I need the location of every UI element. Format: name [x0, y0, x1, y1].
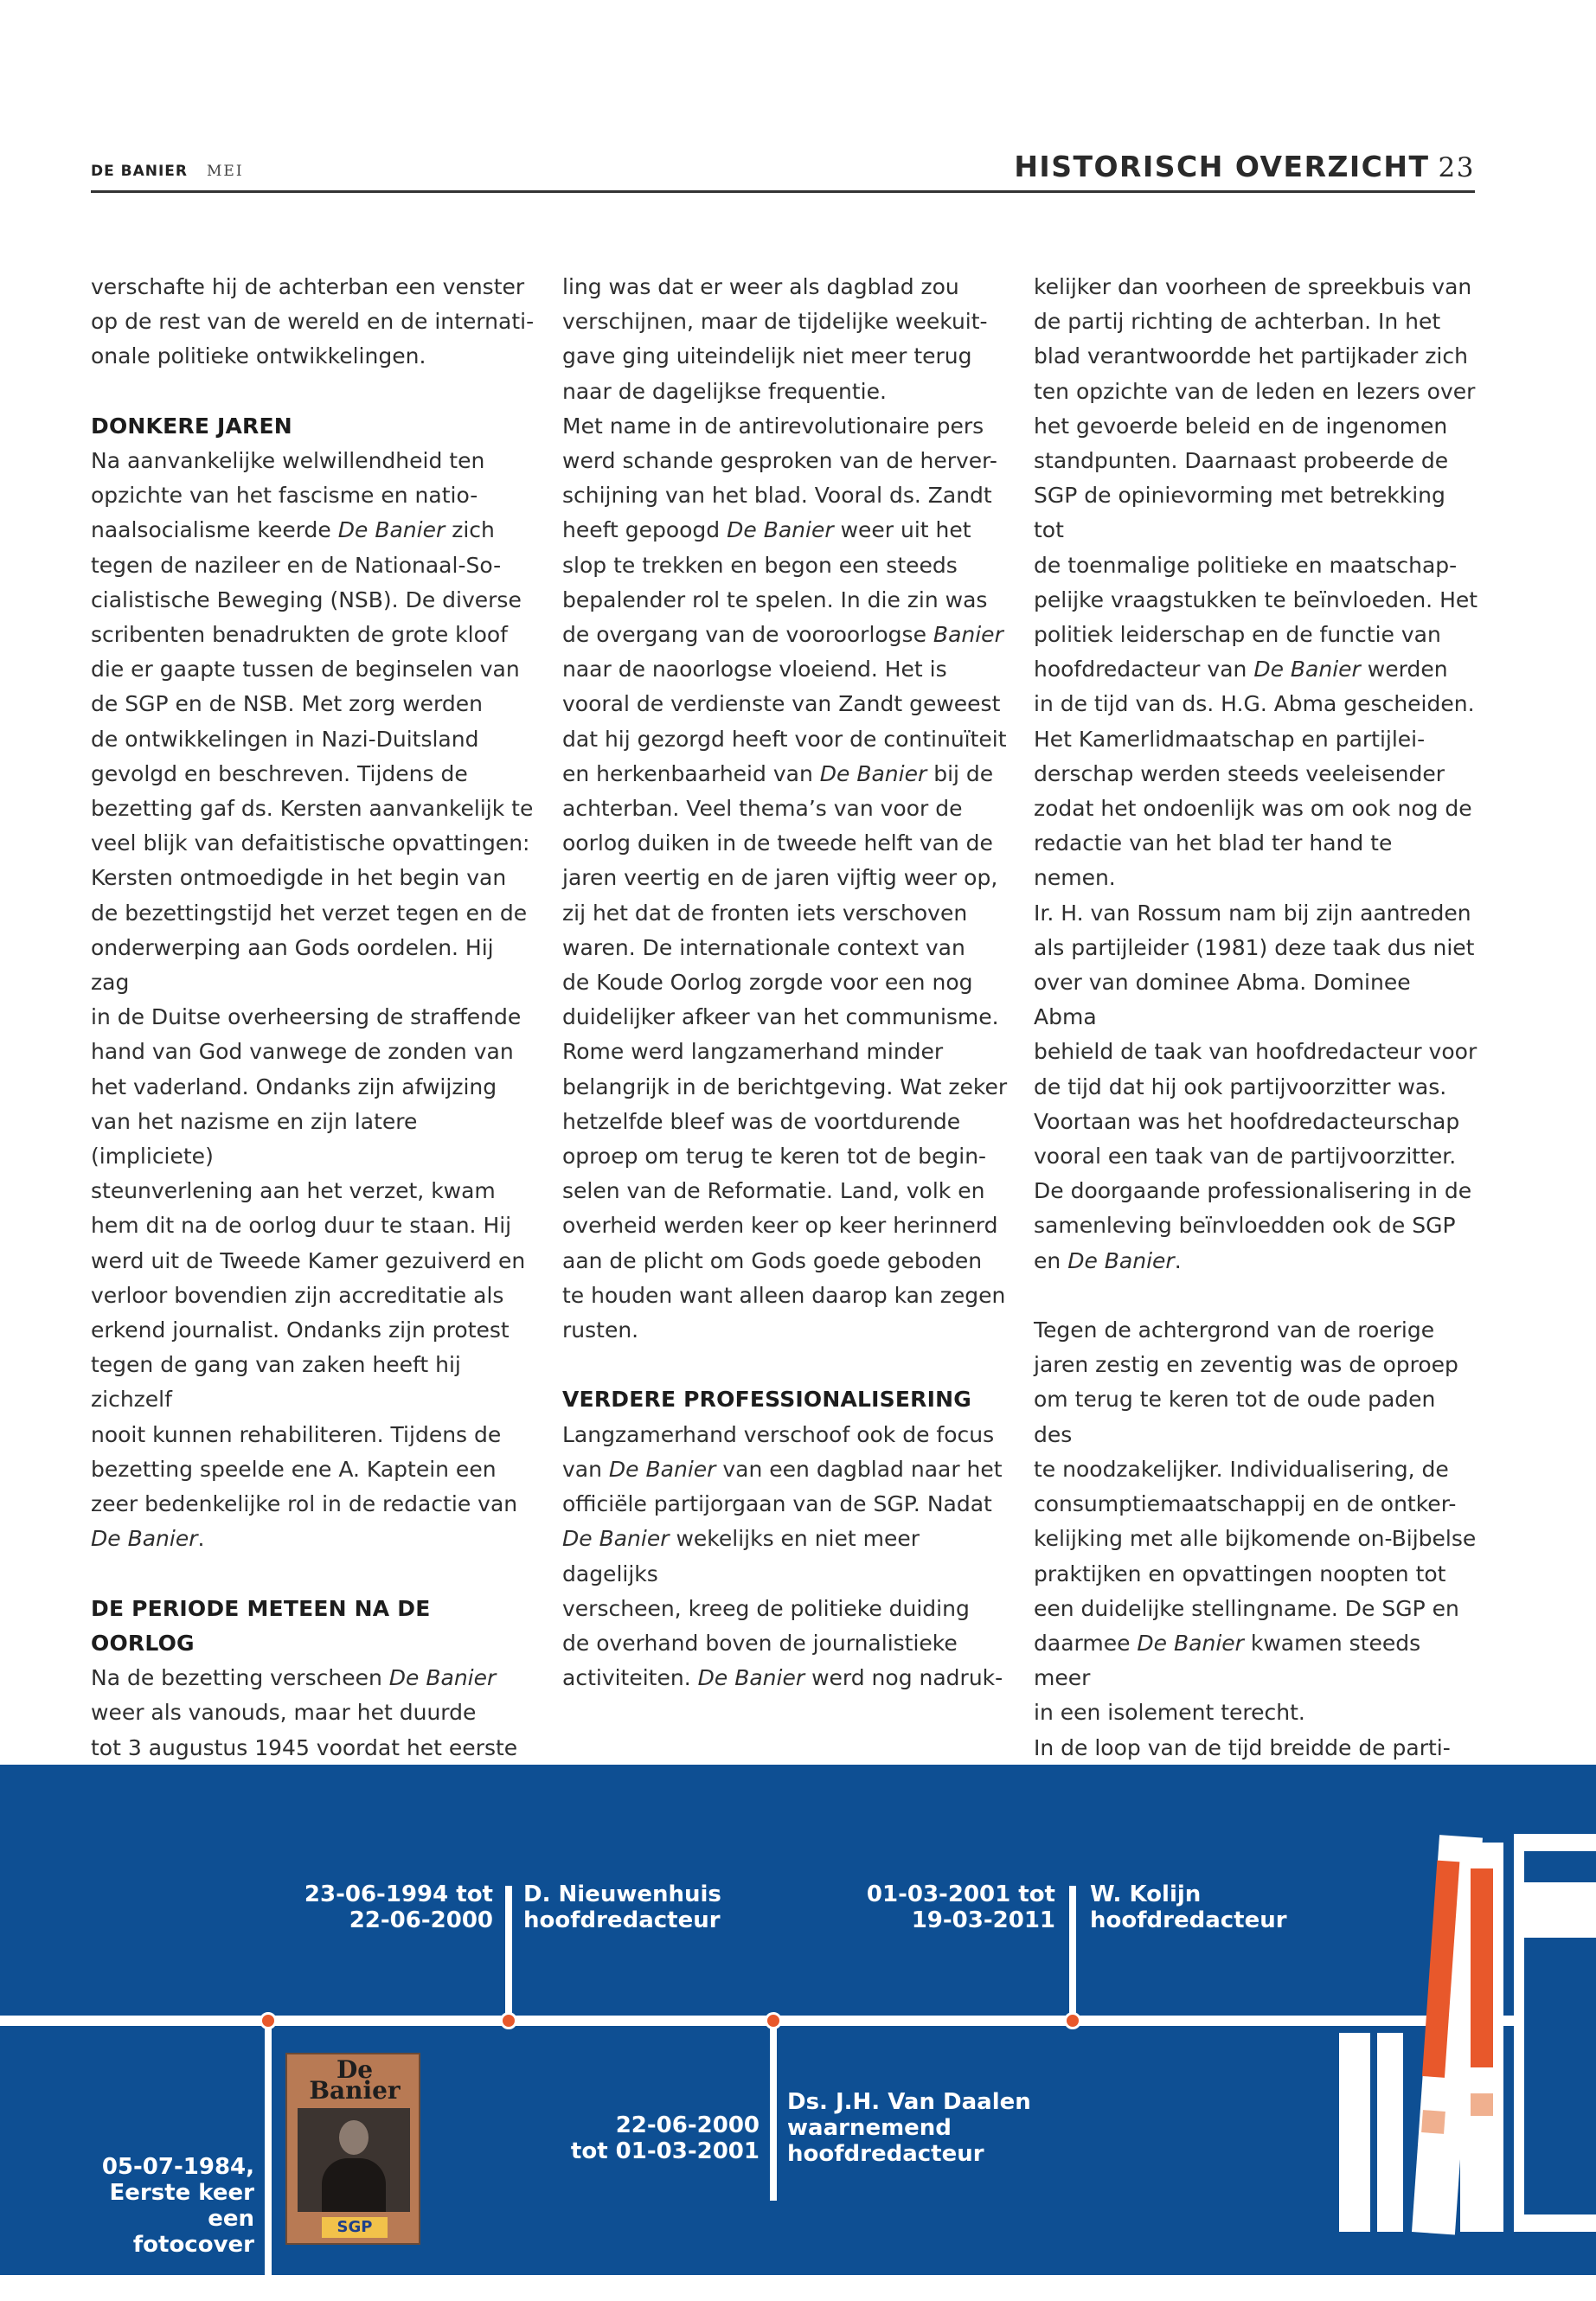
timeline-marker: [765, 2012, 782, 2029]
page-number: 23: [1438, 152, 1475, 183]
section-name: HISTORISCH OVERZICHT: [1014, 150, 1430, 183]
timeline-date-2000: 22-06-2000 tot 01-03-2001: [570, 2112, 760, 2164]
article-column-2: [562, 270, 1008, 1695]
timeline-marker: [1064, 2012, 1081, 2029]
timeline-band: [0, 1765, 1596, 2275]
section-heading-periode-na-oorlog: DE PERIODE METEEN NA DE OORLOG: [91, 1595, 431, 1656]
running-head: [91, 163, 244, 180]
paragraph: Na de bezetting verscheen De Banier weer als vanouds, maar het duurde tot 3 augustus 1945 voordat het eerste: [91, 1665, 518, 1760]
section-heading-professionalisering: VERDERE PROFESSIONALISERING: [562, 1387, 971, 1413]
timeline-connector: [265, 2021, 272, 2275]
timeline-connector: [505, 1886, 512, 2016]
paragraph: ling was dat er weer als dagblad zou verschijnen, maar de tijdelijke weekuit- gave ging uiteindelijk niet meer terug naar de dagelijkse frequentie. Met name in de antirevolutionaire pers werd schande gesproken van de herver- schijning van het blad. Vooral ds. Zandt heeft gepoogd De Banier weer uit het slop te trekken en begon een steeds bepalender rol te spelen. In die zin was de overgang van de vooroorlogse Banier naar de naoorlogse vloeiend. Het is vooral de verdienste van Zandt geweest dat hij gezorgd heeft voor de continuïteit en herkenbaarheid van De Banier bij de achterban. Veel thema’s van voor de oorlog duiken in de tweede helft van de jaren veertig en de jaren vijftig weer op, zij het dat de fronten iets verschoven waren. De internationale context van de Koude Oorlog zorgde voor een nog duidelijker afkeer van het communisme. Rome werd langzamerhand minder belangrijk in de berichtgeving. Wat zeker hetzelfde bleef was de voortdurende oproep om terug te keren tot de begin- selen van de Reformatie. Land, volk en overheid werden keer op keer herinnerd aan de plicht om Gods goede geboden te houden want alleen daarop kan zegen rusten.: [562, 274, 1008, 1343]
timeline-event-1984-label: 05-07-1984, Eerste keer een fotocover: [101, 2154, 254, 2258]
issue-month: MEI: [207, 163, 244, 180]
magazine-name: DE BANIER: [91, 163, 189, 180]
timeline-connector: [770, 2021, 777, 2201]
timeline-connector: [1069, 1886, 1076, 2016]
timeline-date-1994: 23-06-1994 tot 22-06-2000: [304, 1881, 493, 1933]
cover-title: De Banier: [309, 2055, 401, 2105]
paragraph: verschafte hij de achterban een venster op de rest van de wereld en de internati- onale politieke ontwikkelingen.: [91, 274, 535, 369]
banier-cover-thumbnail: [285, 2053, 420, 2245]
paragraph: Tegen de achtergrond van de roerige jaren zestig en zeventig was de oproep om terug te keren tot de oude paden des te noodzakelijker. Individualisering, de consumptiemaatschappij en de ontker- kelijking met alle bijkomende on-Bijbelse praktijken en opvattingen noopten tot een duidelijke stellingname. De SGP en daarmee De Banier kwamen steeds meer in een isolement terecht. In de loop van de tijd breidde de parti-: [1034, 1317, 1477, 1760]
article-column-3: [1034, 270, 1479, 1835]
paragraph: Na aanvankelijke welwillendheid ten opzichte van het fascisme en natio- naalsocialisme keerde De Banier zich tegen de nazileer en de Nationaal-So- cialistische Beweging (NSB). De diverse scribenten benadrukten de grote kloof die er gaapte tussen de beginselen van de SGP en de NSB. Met zorg werden de ontwikkelingen in Nazi-Duitsland gevolgd en beschreven. Tijdens de bezetting gaf ds. Kersten aanvankelijk te veel blijk van defaitistische opvattingen: Kersten ontmoedigde in het begin van de bezettingstijd het verzet tegen en de onderwerping aan Gods oordelen. Hij zag in de Duitse overheersing de straffende hand van God vanwege de zonden van het vaderland. Ondanks zijn afwijzing van het nazisme en zijn latere (impliciete) steunverlening aan het verzet, kwam hem dit na de oorlog duur te staan. Hij werd uit de Tweede Kamer gezuiverd en verloor bovendien zijn accreditatie als erkend journalist. Ondanks zijn protest tegen de gang van zaken heeft hij zichzelf nooit kunnen rehabiliteren. Tijdens de bezetting speelde ene A. Kaptein een zeer bedenkelijke rol in de redactie van De Banier.: [91, 448, 534, 1552]
section-heading-donkere-jaren: DONKERE JAREN: [91, 413, 292, 439]
sgp-logo: SGP: [322, 2217, 388, 2238]
section-title: [1014, 150, 1475, 183]
timeline-marker: [500, 2012, 517, 2029]
bookshelf-illustration: [1332, 1834, 1596, 2232]
paragraph: Langzamerhand verschoof ook de focus van De Banier van een dagblad naar het officiële partijorgaan van de SGP. Nadat De Banier wekelijks en niet meer dagelijks verscheen, kreeg de politieke duiding de overhand boven de journalistieke activiteiten. De Banier werd nog nadruk-: [562, 1421, 1003, 1691]
timeline-desc-nieuwenhuis: D. Nieuwenhuis hoofdredacteur: [523, 1881, 721, 1933]
paragraph: kelijker dan voorheen de spreekbuis van de partij richting de achterban. In het blad verantwoordde het partijkader zich ten opzichte van de leden en lezers over het gevoerde beleid en de ingenomen standpunten. Daarnaast probeerde de SGP de opinievorming met betrekking tot de toenmalige politieke en maatschap- pelijke vraagstukken te beïnvloeden. Het politiek leiderschap en de functie van hoofdredacteur van De Banier werden in de tijd van ds. H.G. Abma gescheiden. Het Kamerlidmaatschap en partijlei- derschap werden steeds veeleisender zodat het ondoenlijk was om ook nog de redactie van het blad ter hand te nemen. Ir. H. van Rossum nam bij zijn aantreden als partijleider (1981) deze taak dus niet over van dominee Abma. Dominee Abma behield de taak van hoofdredacteur voor de tijd dat hij ook partijvoorzitter was. Voortaan was het hoofdredacteurschap vooral een taak van de partijvoorzitter. De doorgaande professionalisering in de samenleving beïnvloedden ook de SGP en De Banier.: [1034, 274, 1478, 1273]
article-column-1: [91, 270, 536, 1800]
timeline-date-2001: 01-03-2001 tot 19-03-2011: [866, 1881, 1055, 1933]
timeline-marker: [260, 2012, 277, 2029]
page-header: [91, 145, 1475, 193]
timeline-desc-van-daalen: Ds. J.H. Van Daalen waarnemend hoofdredacteur: [787, 2089, 1031, 2167]
timeline-desc-kolijn: W. Kolijn hoofdredacteur: [1090, 1881, 1287, 1933]
cover-photo: [298, 2108, 410, 2212]
